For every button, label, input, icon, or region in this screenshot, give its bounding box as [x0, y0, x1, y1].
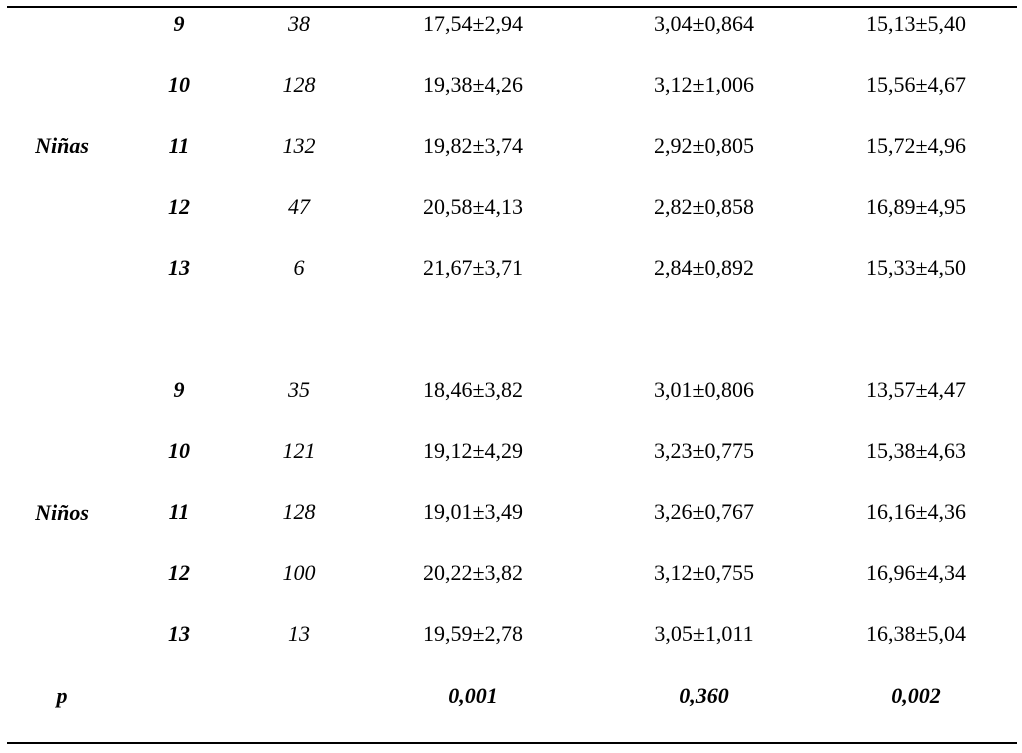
- value-cell-3: 13,57±4,47: [865, 377, 967, 402]
- value-cell-1: 21,67±3,71: [422, 255, 524, 280]
- age-cell: 9: [173, 11, 185, 36]
- p-value-3: 0,002: [891, 683, 941, 708]
- value-cell-2: 2,92±0,805: [653, 133, 755, 158]
- value-cell-1: 19,59±2,78: [422, 621, 524, 646]
- value-cell-3: 15,38±4,63: [865, 438, 967, 463]
- value-cell-2: 3,12±1,006: [653, 72, 755, 97]
- value-cell-3: 15,56±4,67: [865, 72, 967, 97]
- age-cell: 9: [173, 377, 185, 402]
- table-top-rule: [7, 6, 1017, 8]
- value-cell-1: 20,22±3,82: [422, 560, 524, 585]
- value-cell-2: 3,05±1,011: [654, 621, 754, 646]
- age-cell: 12: [168, 194, 190, 219]
- table-bottom-rule: [7, 742, 1017, 744]
- value-cell-2: 3,04±0,864: [653, 11, 755, 36]
- value-cell-1: 19,01±3,49: [422, 499, 524, 524]
- value-cell-3: 16,89±4,95: [865, 194, 967, 219]
- value-cell-1: 18,46±3,82: [422, 377, 524, 402]
- value-cell-2: 3,12±0,755: [653, 560, 755, 585]
- value-cell-2: 3,01±0,806: [653, 377, 755, 402]
- n-cell: 47: [288, 194, 310, 219]
- value-cell-2: 3,23±0,775: [653, 438, 755, 463]
- age-cell: 10: [168, 438, 190, 463]
- value-cell-3: 15,72±4,96: [865, 133, 967, 158]
- value-cell-2: 2,84±0,892: [653, 255, 755, 280]
- p-value-2: 0,360: [679, 683, 729, 708]
- n-cell: 121: [282, 438, 316, 463]
- n-cell: 128: [282, 72, 316, 97]
- age-cell: 13: [168, 255, 190, 280]
- group-label-ninos: Niños: [35, 500, 89, 525]
- value-cell-3: 15,33±4,50: [865, 255, 967, 280]
- n-cell: 6: [293, 255, 305, 280]
- n-cell: 38: [288, 11, 310, 36]
- age-cell: 12: [168, 560, 190, 585]
- p-label: p: [56, 683, 68, 708]
- value-cell-2: 3,26±0,767: [653, 499, 755, 524]
- p-value-1: 0,001: [448, 683, 498, 708]
- value-cell-1: 19,82±3,74: [422, 133, 524, 158]
- age-cell: 11: [168, 499, 190, 524]
- value-cell-2: 2,82±0,858: [653, 194, 755, 219]
- n-cell: 132: [282, 133, 316, 158]
- value-cell-1: 20,58±4,13: [422, 194, 524, 219]
- value-cell-1: 17,54±2,94: [422, 11, 524, 36]
- n-cell: 35: [288, 377, 310, 402]
- age-cell: 10: [168, 72, 190, 97]
- value-cell-1: 19,12±4,29: [422, 438, 524, 463]
- value-cell-3: 16,16±4,36: [865, 499, 967, 524]
- value-cell-3: 16,38±5,04: [865, 621, 967, 646]
- n-cell: 100: [282, 560, 316, 585]
- age-cell: 11: [168, 133, 190, 158]
- value-cell-3: 16,96±4,34: [865, 560, 967, 585]
- value-cell-3: 15,13±5,40: [865, 11, 967, 36]
- value-cell-1: 19,38±4,26: [422, 72, 524, 97]
- n-cell: 128: [282, 499, 316, 524]
- n-cell: 13: [288, 621, 310, 646]
- group-label-ninas: Niñas: [35, 133, 89, 158]
- age-cell: 13: [168, 621, 190, 646]
